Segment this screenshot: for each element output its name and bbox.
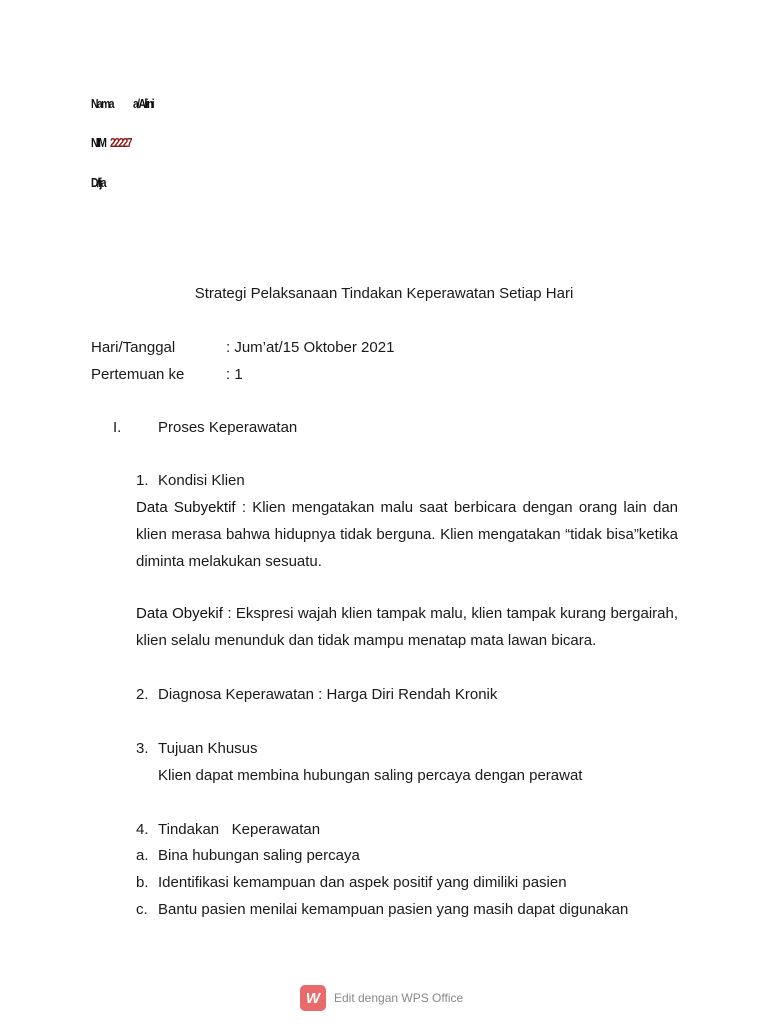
kondisi-number: 1. — [136, 472, 149, 489]
pertemuan-label: Pertemuan ke — [91, 366, 185, 383]
subyektif-text: : Klien mengatakan malu saat berbicara dengan orang lain dan klien merasa bahwa hidupnya tidak berguna. Klien mengatakan “tidak bisa”ketika diminta melakukan sesuatu. — [136, 499, 678, 570]
wps-edit-button[interactable] — [300, 985, 463, 1011]
kondisi-heading-text: Kondisi Klien — [158, 472, 245, 489]
nama-label: Nama — [91, 96, 113, 111]
tindakan-item — [136, 901, 628, 918]
tindakan-heading — [136, 821, 320, 838]
wps-edit-label: Edit dengan WPS Office — [334, 991, 464, 1005]
nim-label: NIM — [91, 135, 106, 150]
nim-value: 22227 — [110, 135, 131, 150]
diagnosa-label: Diagnosa Keperawatan — [158, 686, 314, 703]
hari-label: Hari/Tanggal — [91, 339, 176, 356]
document-title: Strategi Pelaksanaan Tindakan Keperawatan Setiap Hari — [194, 285, 574, 302]
section-numeral: I. — [113, 419, 122, 436]
diagnosa-line — [136, 686, 497, 703]
nama-value: a/Alini — [133, 96, 154, 111]
tujuan-text: Klien dapat membina hubungan saling percaya dengan perawat — [158, 767, 583, 784]
pertemuan-value: : 1 — [226, 366, 243, 383]
wps-logo-icon: W — [300, 985, 326, 1011]
tujuan-heading-text: Tujuan Khusus — [158, 740, 258, 757]
dosen-label: D/Ija — [91, 175, 105, 190]
tindakan-item-text: Bantu pasien menilai kemampuan pasien yang masih dapat digunakan — [158, 901, 629, 918]
tindakan-item-marker: b. — [136, 874, 149, 891]
diagnosa-number: 2. — [136, 686, 149, 703]
subyektif-label: Data Subyektif — [136, 499, 236, 516]
tindakan-number: 4. — [136, 821, 149, 838]
hari-value: : Jum’at/15 Oktober 2021 — [226, 339, 395, 356]
obyektif-text: Ekspresi wajah klien tampak malu, klien tampak kurang bergairah, klien selalu menunduk dan tidak mampu menatap mata lawan bicara. — [136, 605, 678, 649]
diagnosa-text: : Harga Diri Rendah Kronik — [313, 686, 498, 703]
tindakan-item — [136, 874, 567, 891]
section-heading: Proses Keperawatan — [158, 419, 298, 436]
tujuan-number: 3. — [136, 740, 149, 757]
tindakan-item-marker: c. — [136, 901, 148, 918]
obyektif-label: Data Obyekif : — [136, 605, 232, 622]
tindakan-item-marker: a. — [136, 847, 149, 864]
data-obyektif — [136, 600, 678, 654]
tindakan-item — [136, 847, 360, 864]
tindakan-heading-text: Tindakan Keperawatan — [158, 821, 321, 838]
tindakan-item-text: Bina hubungan saling percaya — [158, 847, 360, 864]
tujuan-heading — [136, 740, 258, 757]
tindakan-item-text: Identifikasi kemampuan dan aspek positif yang dimiliki pasien — [158, 874, 567, 891]
data-subyektif — [136, 494, 678, 575]
kondisi-heading — [136, 472, 245, 489]
